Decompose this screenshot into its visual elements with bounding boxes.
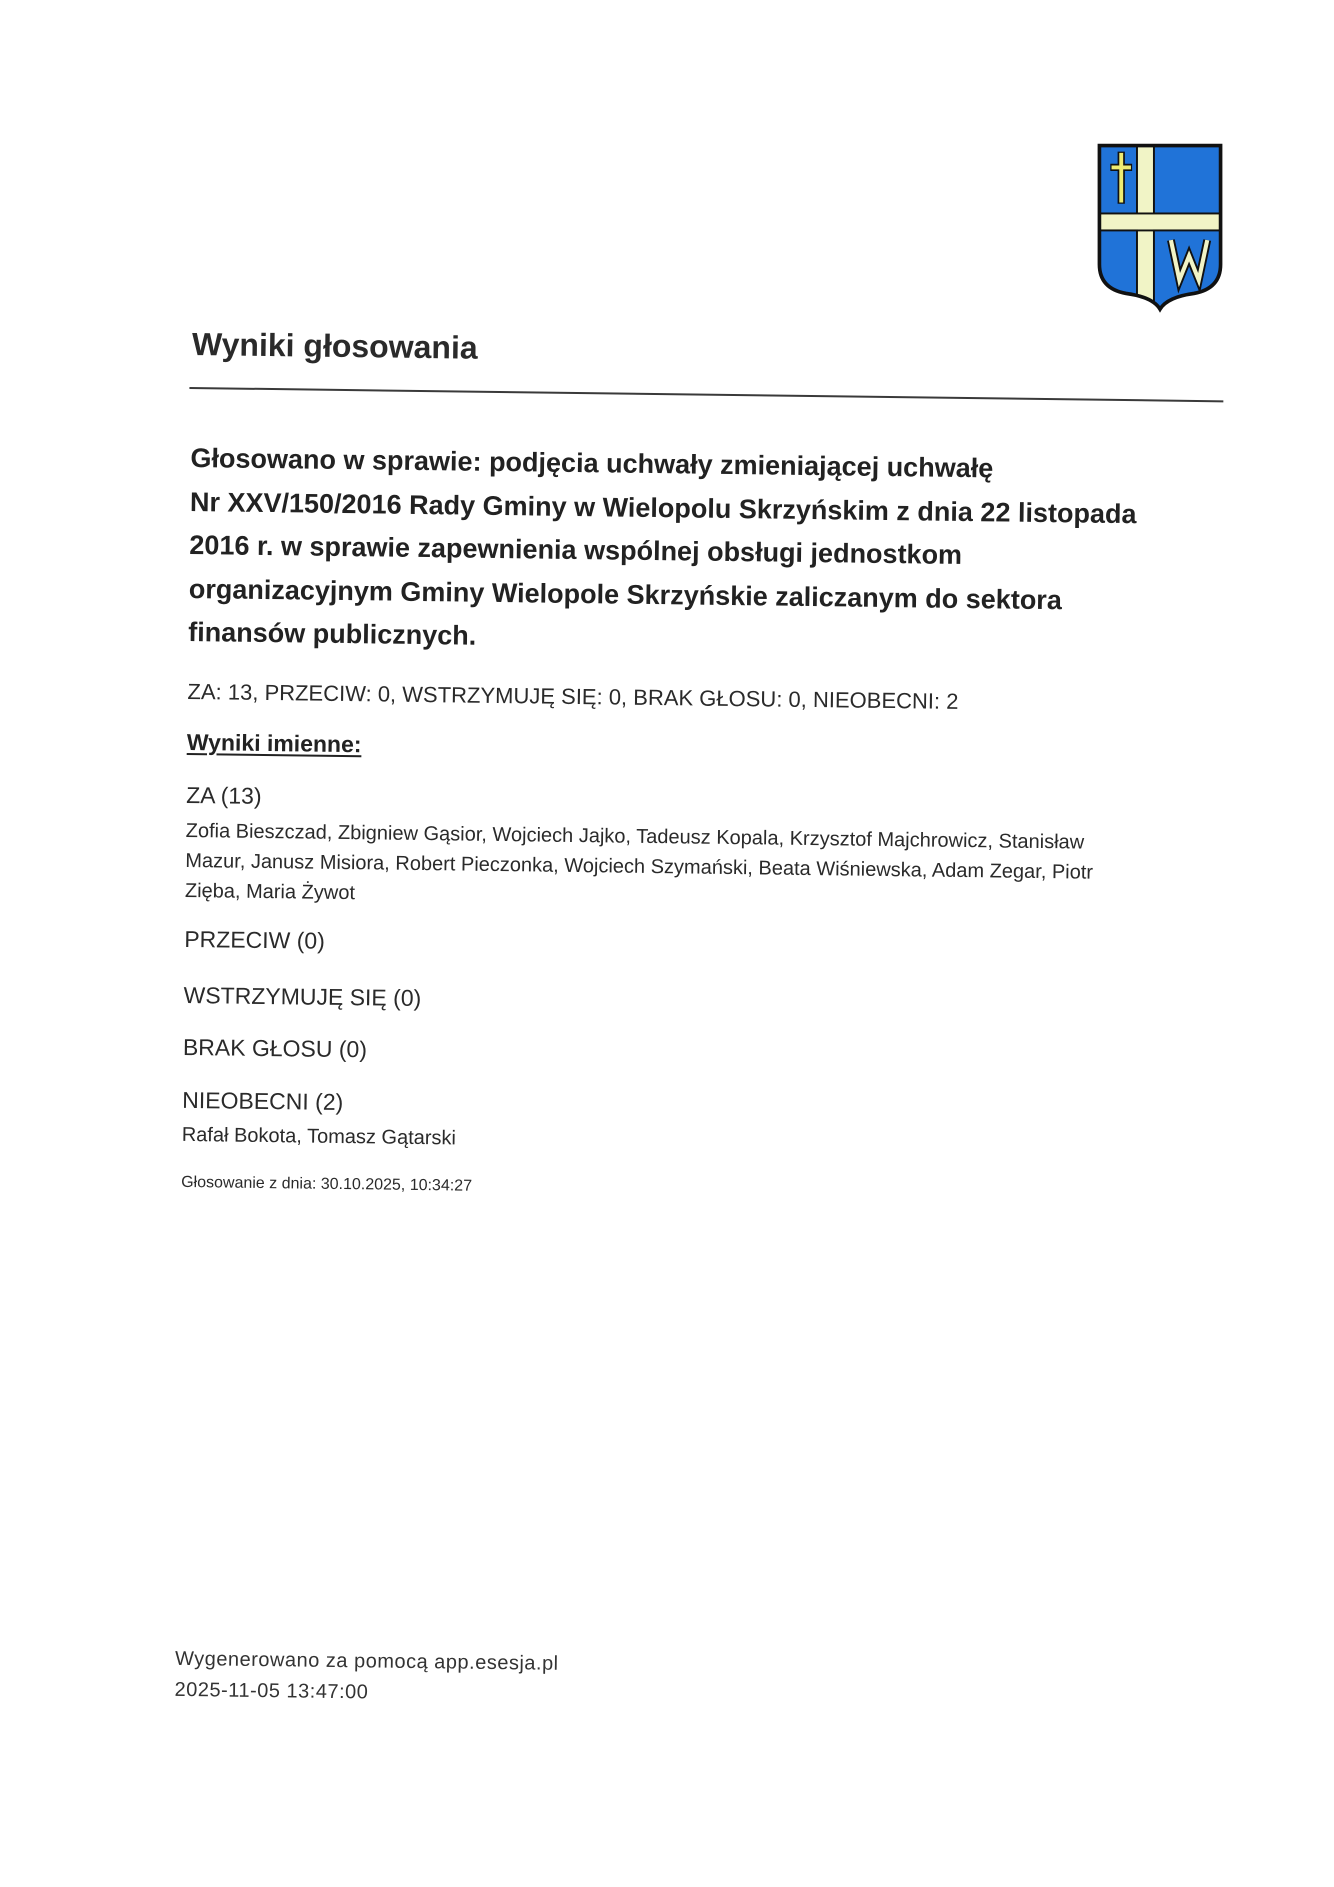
group-names-for: [185, 816, 1094, 918]
names-line: Zofia Bieszczad, Zbigniew Gąsior, Wojciech Jajko, Tadeusz Kopala, Krzysztof Majchrowicz, Stanisław: [185, 819, 1085, 854]
group-label-absent: NIEOBECNI (2): [182, 1086, 344, 1116]
names-line: Rafał Bokota, Tomasz Gątarski: [181, 1123, 457, 1150]
group-label-no-vote: BRAK GŁOSU (0): [182, 1033, 368, 1063]
footer-generated-by: Wygenerowano za pomocą app.esesja.pl: [174, 1647, 559, 1675]
vote-subject-line: Nr XXV/150/2016 Rady Gminy w Wielopolu Skrzyńskim z dnia 22 listopada: [189, 486, 1137, 529]
names-line: Mazur, Janusz Misiora, Robert Pieczonka, Wojciech Szymański, Beata Wiśniewska, Adam Zegar, Piotr: [185, 849, 1094, 884]
named-results-heading: Wyniki imienne:: [186, 728, 362, 758]
group-label-abstain: WSTRZYMUJĘ SIĘ (0): [183, 981, 422, 1012]
vote-subject-line: Głosowano w sprawie: podjęcia uchwały zmieniającej uchwałę: [190, 442, 994, 484]
vote-subject-line: finansów publicznych.: [188, 616, 477, 651]
page-title: Wyniki głosowania: [191, 326, 478, 366]
group-label-against: PRZECIW (0): [184, 925, 326, 954]
vote-subject-line: organizacyjnym Gminy Wielopole Skrzyńskie zaliczanym do sektora: [188, 573, 1063, 615]
names-line: Zięba, Maria Żywot: [184, 879, 356, 905]
vote-timestamp: Głosowanie z dnia: 30.10.2025, 10:34:27: [181, 1173, 473, 1195]
title-divider: [189, 387, 1223, 402]
group-names-absent: [182, 1120, 457, 1154]
group-label-for: ZA (13): [186, 781, 262, 809]
vote-subject-line: 2016 r. w sprawie zapewnienia wspólnej obsługi jednostkom: [189, 529, 963, 570]
vote-subject: [188, 437, 1137, 667]
vote-summary: ZA: 13, PRZECIW: 0, WSTRZYMUJĘ SIĘ: 0, BRAK GŁOSU: 0, NIEOBECNI: 2: [187, 678, 959, 714]
footer-generated-at: 2025-11-05 13:47:00: [174, 1678, 369, 1704]
